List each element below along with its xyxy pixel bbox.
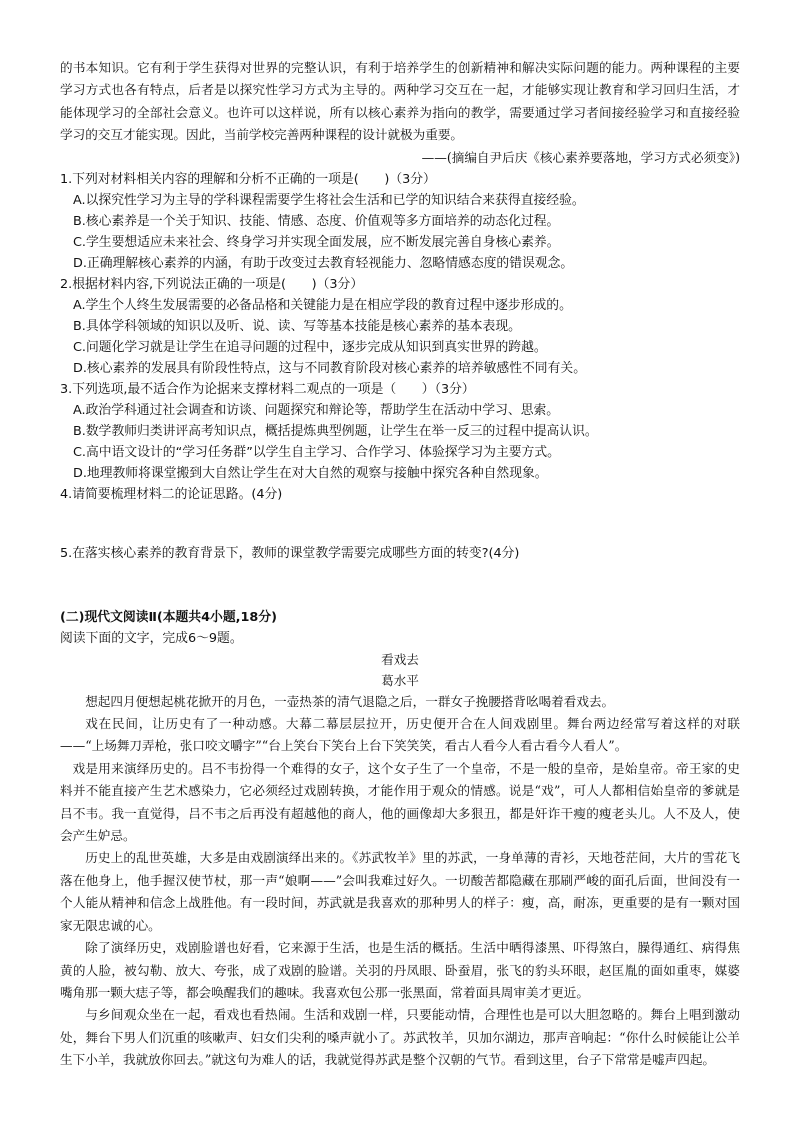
answer-space <box>60 505 740 543</box>
option-b: B.具体学科领域的知识以及听、说、读、写等基本技能是核心素养的基本表现。 <box>73 318 521 334</box>
option-d: D.地理教师将课堂搬到大自然让学生在对大自然的观察与接触中探究各种自然现象。 <box>73 465 548 481</box>
article-paragraph: 除了演绎历史，戏剧脸谱也好看，它来源于生活，也是生活的概括。生活中晒得漆黑、吓得煞白，臊得通红、病得焦黄的人脸，被勾勒、放大、夸张，成了戏剧的脸谱。关羽的丹凤眼、卧蚕眉，张飞的豹头环眼，赵匡胤的面如重枣，媒婆嘴角那一颗大痣子等，都会唤醒我们的趣味。我喜欢包公那一张黑面，常着面具周审美才更近。 <box>60 940 740 1000</box>
option-a: A.政治学科通过社会调查和访谈、问题探究和辩论等，帮助学生在活动中学习、思索。 <box>73 402 560 418</box>
option-c: C.问题化学习就是让学生在追寻问题的过程中，逐步完成从知识到真实世界的跨越。 <box>73 339 547 355</box>
article-author: 葛水平 <box>381 672 419 688</box>
page-content <box>60 57 740 1072</box>
article-paragraph: 与乡间观众坐在一起，看戏也看热闹。生活和戏剧一样，只要能动情，合理性也是可以大胆忽略的。舞台上唱到激动处，舞台下男人们沉重的咳嗽声、妇女们尖利的嗓声就小了。苏武牧羊，贝加尔湖边，那声音响起：“你什么时候能让公羊生下小羊，我就放你回去。”就这句为难人的话，我就觉得苏武是整个汉朝的气节。看到这里，台子下常常是嘘声四起。 <box>60 1007 740 1068</box>
section-instruction: 阅读下面的文字，完成6～9题。 <box>60 630 243 646</box>
option-a: A.以探究性学习为主导的学科课程需要学生将社会生活和已学的知识结合来获得直接经验。 <box>73 192 585 208</box>
option-a: A.学生个人终生发展需要的必备品格和关键能力是在相应学段的教育过程中逐步形成的。 <box>73 297 572 313</box>
article-paragraph: 历史上的乱世英雄，大多是由戏剧演绎出来的。《苏武牧羊》里的苏武，一身单薄的青衫，天地苍茫间，大片的雪花飞落在他身上，他手握汉使节杖，那一声“娘啊——”会叫我难过好久。一切酸苦都隐藏在那刷严峻的面孔后面，世间没有一个人能从精神和信念上战胜他。有一段时间，苏武就是我喜欢的那种男人的样子：瘦，高，耐冻，更重要的是有一颗对国家无限忠诚的心。 <box>60 850 740 933</box>
answer-space <box>60 564 740 607</box>
question-stem: 2.根据材料内容,下列说法正确的一项是( )（3分） <box>60 276 364 292</box>
material-source: ——(摘编自尹后庆《核心素养要落地，学习方式必须变》) <box>421 149 740 165</box>
question-2 <box>60 274 740 379</box>
question-stem: 3.下列选项,最不适合作为论据来支撑材料二观点的一项是（ ）（3分） <box>60 381 475 397</box>
section-2 <box>60 607 740 1072</box>
option-c: C.高中语文设计的“学习任务群”以学生自主学习、合作学习、体验探学习为主要方式。 <box>73 444 560 460</box>
question-1 <box>60 169 740 274</box>
question-3 <box>60 379 740 484</box>
question-4: 4.请简要梳理材料二的论证思路。(4分) <box>60 486 283 502</box>
question-stem: 1.下列对材料相关内容的理解和分析不正确的一项是( )（3分） <box>60 171 436 187</box>
material-text: 的书本知识。它有利于学生获得对世界的完整认识，有利于培养学生的创新精神和解决实际问题的能力。两种课程的主要学习方式也各有特点，后者是以探究性学习方式为主导的。两种学习交互在一起，才能够实现让教育和学习回归生活，才能体现学习的全部社会意义。也许可以这样说，所有以核心素养为指向的教学，需要通过学习者间接经验学习和直接经验学习的交互才能实现。因此，当前学校完善两种课程的设计就极为重要。 <box>60 60 740 143</box>
option-b: B.核心素养是一个关于知识、技能、情感、态度、价值观等多方面培养的动态化过程。 <box>73 213 560 229</box>
option-c: C.学生要想适应未来社会、终身学习并实现全面发展，应不断发展完善自身核心素养。 <box>73 234 560 250</box>
article-title: 看戏去 <box>381 651 419 667</box>
article-paragraph: 戏在民间，让历史有了一种动感。大幕二幕层层拉开，历史便开合在人间戏剧里。舞台两边经常写着这样的对联——“上场舞刀弄枪，张口咬文嚼字”“台上笑台下笑台上台下笑笑笑，看古人看今人看古看今人看人”。 <box>60 716 740 754</box>
section-heading: (二)现代文阅读Ⅱ(本题共4小题,18分) <box>60 609 277 625</box>
option-d: D.核心素养的发展具有阶段性特点，这与不同教育阶段对核心素养的培养敏感性不同有关。 <box>73 360 586 376</box>
article-paragraph: 想起四月便想起桃花掀开的月色，一壶热茶的清气退隐之后，一群女子挽腰搭背吆喝着看戏去。 <box>85 693 615 709</box>
option-b: B.数学教师归类讲评高考知识点，概括提炼典型例题，让学生在举一反三的过程中提高认识。 <box>73 423 598 439</box>
option-d: D.正确理解核心素养的内涵，有助于改变过去教育轻视能力、忽略情感态度的错误观念。 <box>73 255 574 271</box>
article-paragraph: 戏是用来演绎历史的。吕不韦扮得一个难得的女子，这个女子生了一个皇帝，不是一般的皇帝，是始皇帝。帝王家的史料并不能直接产生艺术感染力，它必须经过戏剧转换，才能作用于观众的情感。说是“戏”，可人人都相信始皇帝的爹就是吕不韦。我一直觉得，吕不韦之后再没有超越他的商人，他的画像却大多狠丑，都是奸诈干瘦的瘦老头儿。人不及人，使会产生妒忌。 <box>60 760 740 844</box>
question-5: 5.在落实核心素养的教育背景下，教师的课堂教学需要完成哪些方面的转变?(4分) <box>60 545 520 561</box>
